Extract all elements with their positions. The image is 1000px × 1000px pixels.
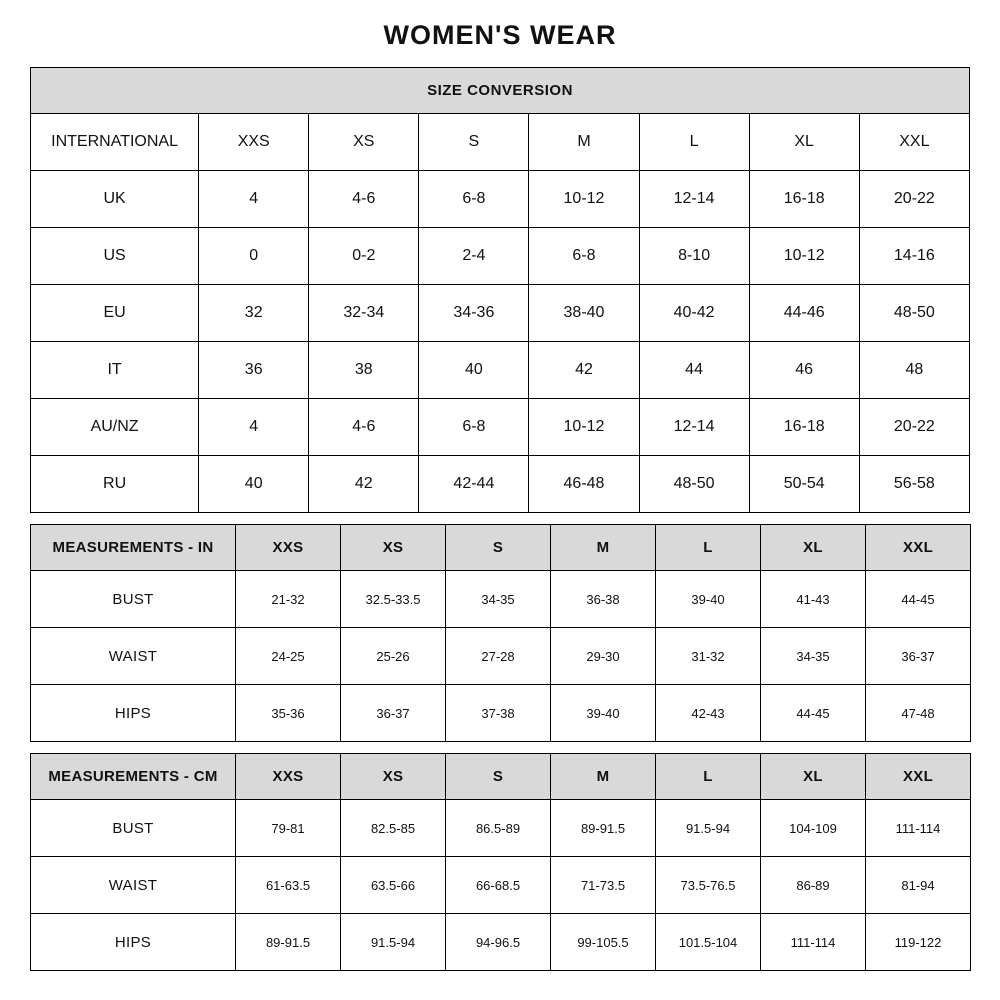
measure-cell: 111-114 bbox=[761, 914, 866, 971]
size-cell: 50-54 bbox=[749, 456, 859, 513]
size-cell: 40 bbox=[199, 456, 309, 513]
row-label: HIPS bbox=[31, 685, 236, 742]
measure-cell: 44-45 bbox=[866, 571, 971, 628]
measure-cell: 86-89 bbox=[761, 857, 866, 914]
size-cell: 4 bbox=[199, 171, 309, 228]
size-cell: 40-42 bbox=[639, 285, 749, 342]
table-header-row bbox=[31, 525, 971, 571]
table-banner-row bbox=[31, 68, 970, 114]
measure-cell: 42-43 bbox=[656, 685, 761, 742]
measure-cell: 47-48 bbox=[866, 685, 971, 742]
measure-cell: 89-91.5 bbox=[551, 800, 656, 857]
measure-cell: 111-114 bbox=[866, 800, 971, 857]
measurements-in-table bbox=[30, 524, 971, 742]
size-cell: 46-48 bbox=[529, 456, 639, 513]
size-cell: 16-18 bbox=[749, 171, 859, 228]
size-cell: 38 bbox=[309, 342, 419, 399]
measure-cell: 25-26 bbox=[341, 628, 446, 685]
measure-cell: 39-40 bbox=[551, 685, 656, 742]
size-cell: 48-50 bbox=[859, 285, 969, 342]
table-header-row bbox=[31, 754, 971, 800]
size-cell: 0-2 bbox=[309, 228, 419, 285]
column-header: XXS bbox=[236, 525, 341, 571]
size-cell: 46 bbox=[749, 342, 859, 399]
column-header: XXS bbox=[199, 114, 309, 171]
measure-cell: 34-35 bbox=[761, 628, 866, 685]
row-label: WAIST bbox=[31, 857, 236, 914]
column-header: XXL bbox=[866, 754, 971, 800]
column-header: M bbox=[551, 754, 656, 800]
column-header: M bbox=[529, 114, 639, 171]
row-label: BUST bbox=[31, 800, 236, 857]
measure-cell: 36-37 bbox=[341, 685, 446, 742]
measure-cell: 89-91.5 bbox=[236, 914, 341, 971]
size-cell: 32-34 bbox=[309, 285, 419, 342]
row-label: IT bbox=[31, 342, 199, 399]
table-row bbox=[31, 456, 970, 513]
table-row bbox=[31, 399, 970, 456]
size-cell: 6-8 bbox=[529, 228, 639, 285]
table-row bbox=[31, 685, 971, 742]
measure-cell: 34-35 bbox=[446, 571, 551, 628]
measure-cell: 44-45 bbox=[761, 685, 866, 742]
measure-cell: 86.5-89 bbox=[446, 800, 551, 857]
size-cell: 4 bbox=[199, 399, 309, 456]
column-header: S bbox=[446, 754, 551, 800]
size-cell: 20-22 bbox=[859, 171, 969, 228]
size-cell: 10-12 bbox=[529, 171, 639, 228]
size-cell: 38-40 bbox=[529, 285, 639, 342]
measure-cell: 31-32 bbox=[656, 628, 761, 685]
size-cell: 4-6 bbox=[309, 171, 419, 228]
table-row bbox=[31, 171, 970, 228]
table-row bbox=[31, 857, 971, 914]
measurements-cm-table bbox=[30, 753, 971, 971]
size-cell: 12-14 bbox=[639, 171, 749, 228]
size-cell: 44-46 bbox=[749, 285, 859, 342]
measure-cell: 73.5-76.5 bbox=[656, 857, 761, 914]
measurements-cm-heading: MEASUREMENTS - CM bbox=[31, 754, 236, 800]
measure-cell: 71-73.5 bbox=[551, 857, 656, 914]
measure-cell: 63.5-66 bbox=[341, 857, 446, 914]
measure-cell: 81-94 bbox=[866, 857, 971, 914]
row-label: HIPS bbox=[31, 914, 236, 971]
measure-cell: 27-28 bbox=[446, 628, 551, 685]
size-cell: 14-16 bbox=[859, 228, 969, 285]
size-cell: 44 bbox=[639, 342, 749, 399]
size-cell: 2-4 bbox=[419, 228, 529, 285]
measure-cell: 119-122 bbox=[866, 914, 971, 971]
size-cell: 4-6 bbox=[309, 399, 419, 456]
size-conversion-heading: SIZE CONVERSION bbox=[31, 68, 970, 114]
size-cell: 42-44 bbox=[419, 456, 529, 513]
measure-cell: 91.5-94 bbox=[656, 800, 761, 857]
column-header: XXL bbox=[866, 525, 971, 571]
table-row bbox=[31, 914, 971, 971]
column-header: XS bbox=[341, 754, 446, 800]
column-header: L bbox=[656, 754, 761, 800]
size-cell: 10-12 bbox=[529, 399, 639, 456]
measure-cell: 61-63.5 bbox=[236, 857, 341, 914]
size-cell: 0 bbox=[199, 228, 309, 285]
column-header: XL bbox=[749, 114, 859, 171]
size-cell: 32 bbox=[199, 285, 309, 342]
column-header: S bbox=[446, 525, 551, 571]
size-cell: 34-36 bbox=[419, 285, 529, 342]
measure-cell: 37-38 bbox=[446, 685, 551, 742]
column-header: XS bbox=[341, 525, 446, 571]
measure-cell: 94-96.5 bbox=[446, 914, 551, 971]
size-cell: 16-18 bbox=[749, 399, 859, 456]
row-label: UK bbox=[31, 171, 199, 228]
column-header: XL bbox=[761, 754, 866, 800]
row-label: WAIST bbox=[31, 628, 236, 685]
table-header-row bbox=[31, 114, 970, 171]
size-cell: 12-14 bbox=[639, 399, 749, 456]
column-header: XXL bbox=[859, 114, 969, 171]
page-title: WOMEN'S WEAR bbox=[383, 20, 617, 50]
measurements-in-heading: MEASUREMENTS - IN bbox=[31, 525, 236, 571]
measure-cell: 66-68.5 bbox=[446, 857, 551, 914]
size-cell: 42 bbox=[309, 456, 419, 513]
table-row bbox=[31, 628, 971, 685]
table-row bbox=[31, 285, 970, 342]
size-cell: 42 bbox=[529, 342, 639, 399]
size-cell: 8-10 bbox=[639, 228, 749, 285]
measure-cell: 36-38 bbox=[551, 571, 656, 628]
size-cell: 20-22 bbox=[859, 399, 969, 456]
table-row bbox=[31, 342, 970, 399]
size-cell: 10-12 bbox=[749, 228, 859, 285]
measure-cell: 36-37 bbox=[866, 628, 971, 685]
measure-cell: 82.5-85 bbox=[341, 800, 446, 857]
measure-cell: 104-109 bbox=[761, 800, 866, 857]
measure-cell: 39-40 bbox=[656, 571, 761, 628]
column-header: L bbox=[639, 114, 749, 171]
column-header: XL bbox=[761, 525, 866, 571]
size-cell: 48 bbox=[859, 342, 969, 399]
table-row bbox=[31, 800, 971, 857]
measure-cell: 21-32 bbox=[236, 571, 341, 628]
size-cell: 40 bbox=[419, 342, 529, 399]
row-label: BUST bbox=[31, 571, 236, 628]
size-cell: 6-8 bbox=[419, 171, 529, 228]
row-label: RU bbox=[31, 456, 199, 513]
table-row bbox=[31, 228, 970, 285]
size-conversion-table bbox=[30, 67, 970, 513]
column-header: INTERNATIONAL bbox=[31, 114, 199, 171]
measure-cell: 101.5-104 bbox=[656, 914, 761, 971]
size-cell: 6-8 bbox=[419, 399, 529, 456]
column-header: L bbox=[656, 525, 761, 571]
measure-cell: 24-25 bbox=[236, 628, 341, 685]
column-header: XS bbox=[309, 114, 419, 171]
size-cell: 36 bbox=[199, 342, 309, 399]
column-header: S bbox=[419, 114, 529, 171]
column-header: M bbox=[551, 525, 656, 571]
size-cell: 48-50 bbox=[639, 456, 749, 513]
row-label: EU bbox=[31, 285, 199, 342]
measure-cell: 29-30 bbox=[551, 628, 656, 685]
measure-cell: 91.5-94 bbox=[341, 914, 446, 971]
measure-cell: 79-81 bbox=[236, 800, 341, 857]
size-cell: 56-58 bbox=[859, 456, 969, 513]
table-row bbox=[31, 571, 971, 628]
measure-cell: 41-43 bbox=[761, 571, 866, 628]
measure-cell: 35-36 bbox=[236, 685, 341, 742]
measure-cell: 32.5-33.5 bbox=[341, 571, 446, 628]
column-header: XXS bbox=[236, 754, 341, 800]
measure-cell: 99-105.5 bbox=[551, 914, 656, 971]
row-label: AU/NZ bbox=[31, 399, 199, 456]
row-label: US bbox=[31, 228, 199, 285]
